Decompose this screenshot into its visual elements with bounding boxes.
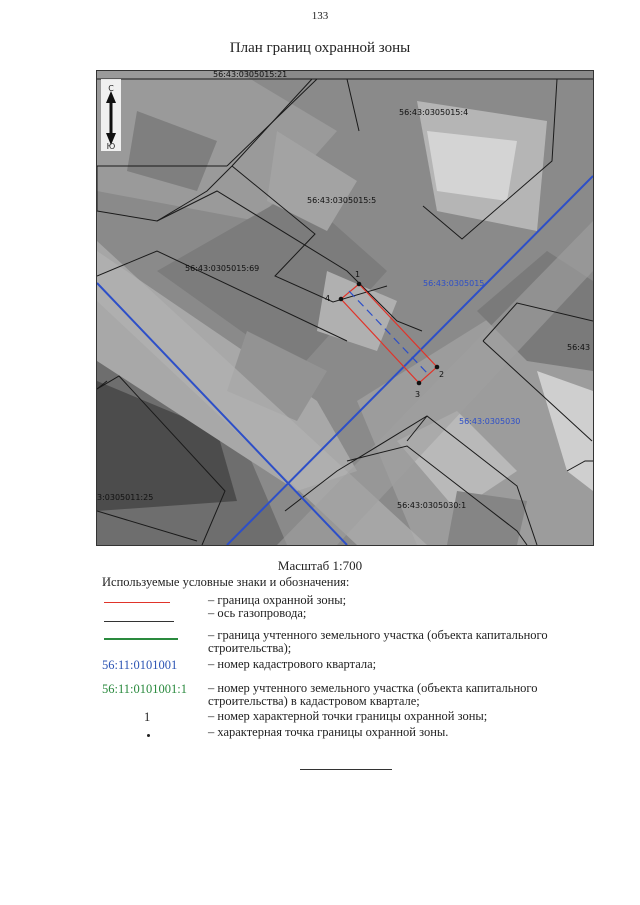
point-number: 1: [355, 270, 361, 279]
quarter-number-sample: 56:11:0101001: [102, 658, 178, 672]
parcel-boundary-symbol: [104, 638, 178, 640]
point-number: 3: [415, 390, 421, 399]
legend-desc: – ось газопровода;: [208, 606, 307, 620]
quarter-label: 56:43:0305030: [459, 417, 521, 426]
parcel-label: 56:43:0305015:21: [213, 71, 288, 79]
legend-desc: – номер характерной точки границы охранной зоны;: [208, 709, 488, 723]
legend-desc: – граница охранной зоны;: [208, 593, 347, 607]
point-symbol: [147, 734, 150, 737]
scale-text: Масштаб 1:700: [277, 558, 363, 573]
parcel-number-sample: 56:11:0101001:1: [102, 682, 187, 696]
pipeline-axis-symbol: [104, 621, 174, 622]
edge-label: 56:43: [567, 343, 591, 352]
parcel-label: 56:43:0305015:4: [399, 108, 469, 117]
point-number: 4: [325, 294, 331, 303]
quarter-label: 56:43:0305015: [423, 279, 485, 288]
zone-boundary-symbol: [104, 602, 170, 603]
signature-line: [300, 769, 392, 770]
point-number: 2: [439, 370, 445, 379]
cadastral-map: [96, 70, 594, 546]
south-label: Ю: [106, 142, 116, 151]
legend-desc: – граница учтенного земельного участка (объекта капитального строительства);: [208, 628, 548, 655]
legend-desc: – номер кадастрового квартала;: [208, 657, 377, 671]
parcel-label: 3:0305011:25: [97, 493, 154, 502]
legend-desc: – характерная точка границы охранной зоны.: [208, 725, 449, 739]
north-label: С: [108, 84, 114, 93]
page-number: 133: [311, 10, 329, 22]
parcel-label: 56:43:0305015:69: [185, 264, 260, 273]
legend-desc: – номер учтенного земельного участка (объекта капитального строительства) в кадастровом квартале;: [208, 681, 538, 708]
parcel-label: 56:43:0305015:5: [307, 196, 377, 205]
point-number-sample: 1: [144, 710, 151, 724]
parcel-label: 56:43:0305030:1: [397, 501, 467, 510]
legend-heading: Используемые условные знаки и обозначения:: [102, 575, 350, 589]
plan-title: План границ охранной зоны: [229, 40, 411, 56]
